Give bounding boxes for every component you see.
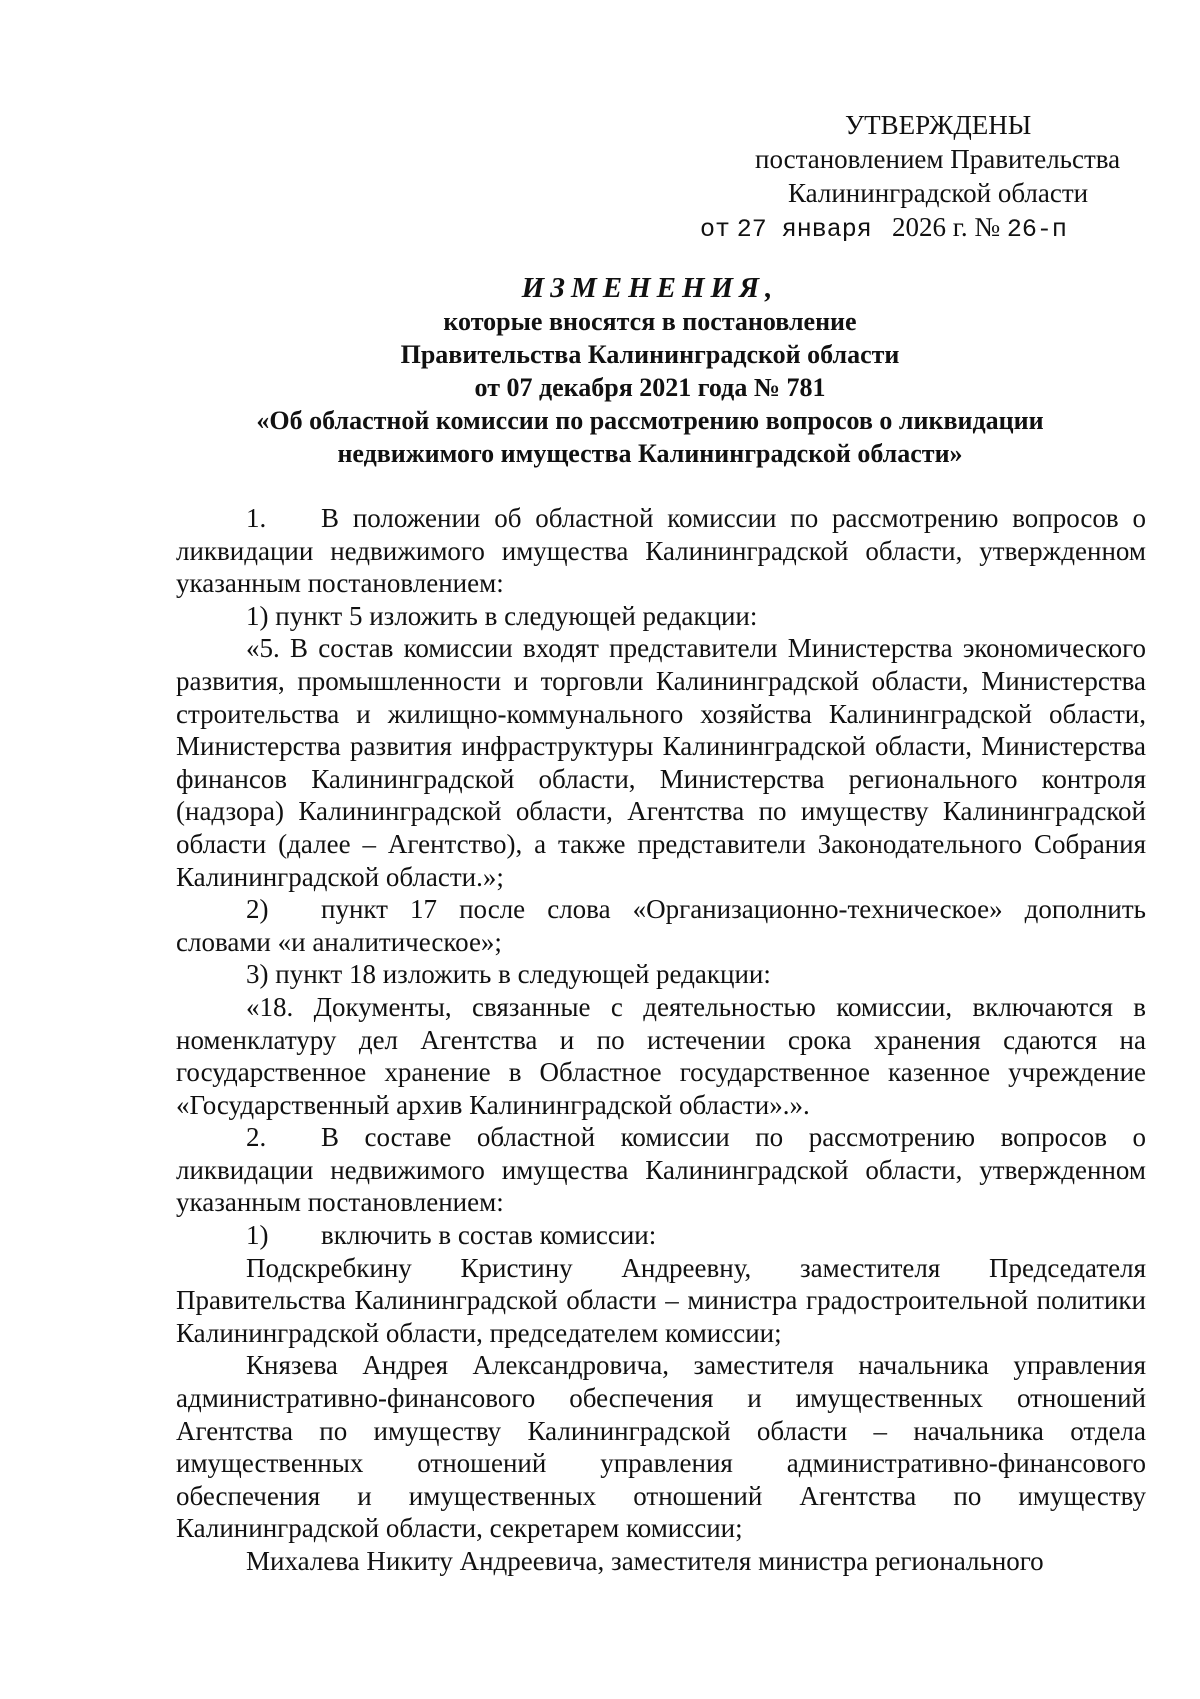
paragraph-1-text: В положении об областной комиссии по рассмотрению вопросов о ликвидации недвижимого имущества Калининградской области, утвержденном указанным постановлением: <box>176 503 1146 599</box>
approval-line-resolution: постановлением Правительства <box>755 144 1121 174</box>
paragraph-4-number: 2) <box>246 894 269 925</box>
paragraph-6: «18. Документы, связанные с деятельностью комиссии, включаются в номенклатуру дел Агентства и по истечении срока хранения сдаются на государственное хранение в Областное государственное казенное учреждение «Государственный архив Калининградской области».». <box>176 991 1146 1120</box>
approval-date-prefix: от <box>700 215 731 244</box>
paragraph-7-number: 2. <box>246 1122 267 1153</box>
title-line-3: от 07 декабря 2021 года № 781 <box>474 373 826 402</box>
paragraph-7 <box>176 1121 1146 1219</box>
approval-title: УТВЕРЖДЕНЫ <box>845 110 1032 140</box>
paragraph-7-text: В составе областной комиссии по рассмотрению вопросов о ликвидации недвижимого имущества Калининградской области, утвержденном указанным постановлением: <box>176 1122 1146 1218</box>
title-line-5: недвижимого имущества Калининградской области» <box>337 439 963 468</box>
paragraph-1 <box>176 502 1146 600</box>
approval-stamp <box>700 108 1140 247</box>
paragraph-8 <box>176 1219 1146 1252</box>
paragraph-8-text: включить в состав комиссии: <box>321 1220 657 1251</box>
title-line-1: которые вносятся в постановление <box>443 307 857 336</box>
approval-date: 27 января <box>736 215 872 244</box>
paragraph-8-number: 1) <box>246 1220 269 1251</box>
approval-line-region: Калининградской области <box>788 178 1089 208</box>
paragraph-5: 3) пункт 18 изложить в следующей редакции: <box>246 959 771 990</box>
document-body <box>176 502 1146 1578</box>
paragraph-4-text: пункт 17 после слова «Организационно-техническое» дополнить словами «и аналитическое»; <box>176 894 1146 957</box>
paragraph-3: «5. В состав комиссии входят представители Министерства экономического развития, промышленности и торговли Калининградской области, Министерства строительства и жилищно-коммунального хозяйства Калининградской области, Министерства развития инфраструктуры Калининградской области, Министерства финансов Калининградской области, Министерства регионального контроля (надзора) Калининградской области, Агентства по имуществу Калининградской области (далее – Агентство), а также представители Законодательного Собрания Калининградской области.»; <box>176 633 1146 892</box>
approval-number: 26-п <box>1006 215 1067 244</box>
paragraph-4 <box>176 893 1146 958</box>
paragraph-9: Подскребкину Кристину Андреевну, заместителя Председателя Правительства Калининградской области – министра градостроительной политики Калининградской области, председателем комиссии; <box>176 1252 1146 1348</box>
paragraph-2: 1) пункт 5 изложить в следующей редакции: <box>246 600 758 631</box>
title-heading: ИЗМЕНЕНИЯ, <box>521 272 779 304</box>
document-title <box>170 272 1130 470</box>
approval-line-date <box>700 210 1140 247</box>
title-line-2: Правительства Калининградской области <box>400 340 900 369</box>
paragraph-11: Михалева Никиту Андреевича, заместителя министра регионального <box>246 1546 1044 1576</box>
approval-year: 2026 г. № <box>892 212 1001 242</box>
paragraph-10: Князева Андрея Александровича, заместителя начальника управления административно-финансового обеспечения и имущественных отношений Агентства по имуществу Калининградской области – начальника отдела имущественных отношений управления административно-финансового обеспечения и имущественных отношений Агентства по имуществу Калининградской области, секретарем комиссии; <box>176 1350 1146 1544</box>
paragraph-1-number: 1. <box>246 503 267 533</box>
title-line-4: «Об областной комиссии по рассмотрению вопросов о ликвидации <box>256 406 1044 435</box>
